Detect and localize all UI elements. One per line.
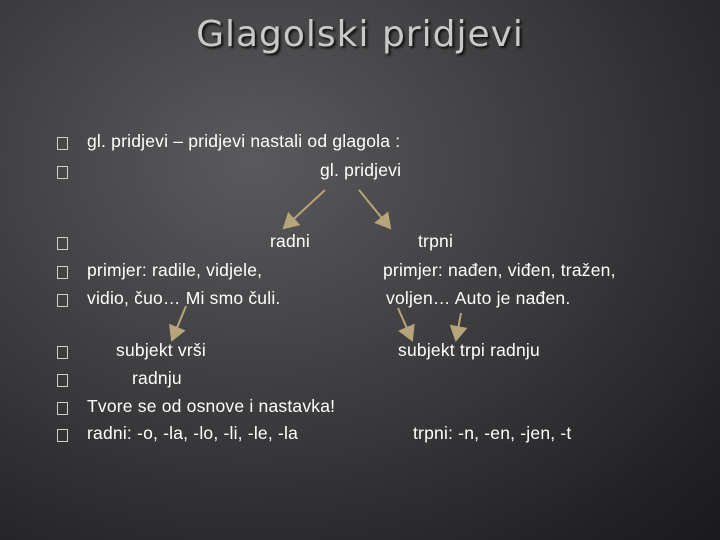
trpni-endings: trpni: -n, -en, -jen, -t (413, 423, 572, 443)
arrow-to-radni (284, 190, 325, 228)
radni-description-2: radnju (132, 368, 182, 388)
radni-description-1: subjekt vrši (116, 340, 206, 360)
arrow-to-trpni (359, 190, 390, 228)
trpni-example-1: primjer: nađen, viđen, tražen, (383, 260, 616, 280)
slide-title: Glagolski pridjevi (196, 14, 524, 55)
category-text: gl. pridjevi (320, 160, 402, 180)
formation-note: Tvore se od osnove i nastavka! (87, 396, 336, 416)
trpni-example-2: voljen… Auto je nađen. (386, 288, 571, 308)
trpni-description: subjekt trpi radnju (398, 340, 540, 360)
radni-example-1: primjer: radile, vidjele, (87, 260, 263, 280)
radni-example-2: vidio, čuo… Mi smo čuli. (87, 288, 281, 308)
definition-text: gl. pridjevi – pridjevi nastali od glagola : (87, 131, 401, 151)
radni-heading: radni (270, 231, 310, 251)
radni-endings: radni: -o, -la, -lo, -li, -le, -la (87, 423, 299, 443)
trpni-heading: trpni (418, 231, 454, 251)
arrow-radni-to-desc (172, 306, 186, 340)
arrow-trpni-to-desc-right (456, 313, 461, 340)
arrow-trpni-to-desc-left (398, 308, 412, 340)
